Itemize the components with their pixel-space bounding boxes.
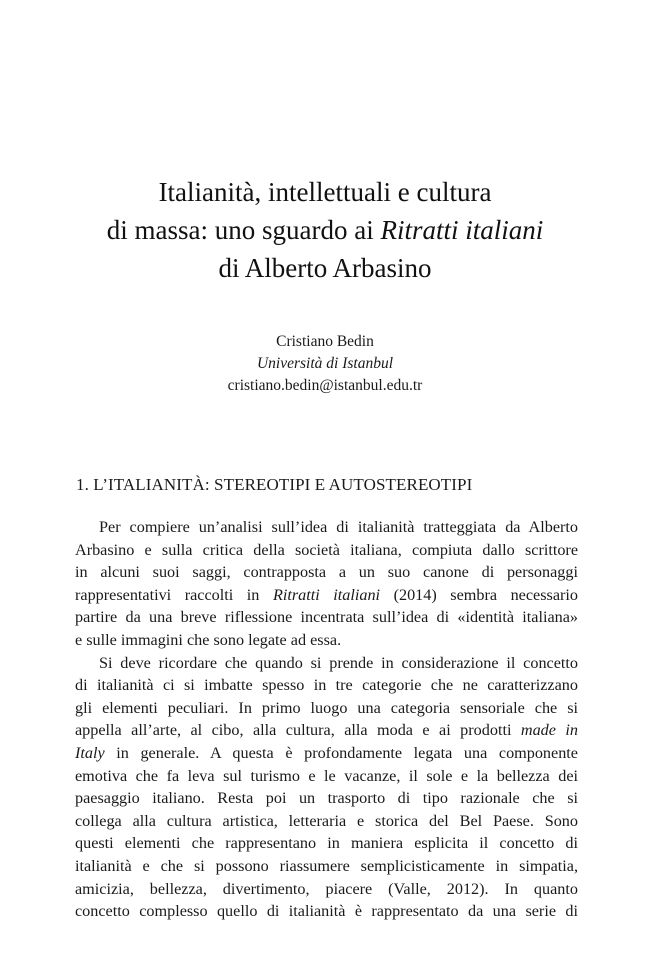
p1-line-4-italic: Ritratti italiani: [272, 585, 381, 604]
author-affiliation-text: Università di Istanbul: [256, 355, 394, 372]
title-line-2: [0, 211, 650, 249]
p1-line: [75, 584, 578, 607]
title-line-1: Italianità, intellettuali e cultura: [158, 177, 492, 207]
p2-line: questi elementi che rappresentano in maniera esplicita il concetto di: [75, 834, 578, 853]
p2-line: di italianità ci si imbatte spesso in tre categorie che ne caratterizzano: [75, 676, 578, 695]
p2-line-5-italic: Italy: [75, 743, 105, 762]
section-heading: 1. L’ITALIANITÀ: STEREOTIPI E AUTOSTEREOTIPI: [76, 475, 473, 494]
p2-line-4-pre: appella all’arte, al cibo, alla cultura, alla moda e ai prodotti: [75, 721, 521, 740]
p2-line-5-post: in generale. A questa è profondamente legata una componente: [104, 743, 578, 762]
title-line-2-italic: Ritratti italiani: [380, 215, 544, 245]
author-name: Cristiano Bedin: [276, 333, 374, 350]
p1-line-4-post: (2014) sembra necessario: [380, 585, 578, 604]
title-line-3: di Alberto Arbasino: [218, 253, 432, 283]
title-line-2-text: di massa: uno sguardo ai: [106, 215, 381, 245]
p2-line: italianità e che si possono riassumere semplicisticamente in simpatia,: [75, 856, 578, 875]
p2-line: [75, 742, 578, 765]
p1-line: e sulle immagini che sono legate ad essa.: [75, 630, 342, 649]
author-email: cristiano.bedin@istanbul.edu.tr: [227, 377, 423, 394]
p2-line: paesaggio italiano. Resta poi un trasporto di tipo razionale che si: [75, 789, 578, 808]
p2-line: amicizia, bellezza, divertimento, piacere (Valle, 2012). In quanto: [75, 879, 578, 898]
p2-line: concetto complesso quello di italianità è rappresentato da una serie di: [75, 902, 578, 921]
p2-line: emotiva che fa leva sul turismo e le vacanze, il sole e la bellezza dei: [75, 766, 578, 785]
author-block: [0, 331, 650, 397]
p2-line: [75, 719, 578, 742]
p1-line: in alcuni suoi saggi, contrapposta a un suo canone di personaggi: [75, 563, 578, 582]
p2-line-4-italic: made in: [520, 721, 578, 740]
body-text: [75, 516, 578, 923]
p1-line: Arbasino e sulla critica della società italiana, compiuta dallo scrittore: [75, 540, 578, 559]
p2-line: gli elementi peculiari. In primo luogo una categoria sensoriale che si: [75, 698, 578, 717]
p1-line: partire da una breve riflessione incentrata sull’idea di «identità italiana»: [75, 608, 578, 627]
p2-line: collega alla cultura artistica, letteraria e storica del Bel Paese. Sono: [75, 811, 578, 830]
p1-line: Per compiere un’analisi sull’idea di italianità tratteggiata da Alberto: [99, 518, 578, 536]
p2-line: Si deve ricordare che quando si prende in considerazione il concetto: [99, 653, 578, 672]
article-title: [0, 173, 650, 287]
p1-line-4-pre: rappresentativi raccolti in: [75, 585, 273, 604]
author-affiliation: [0, 353, 650, 375]
